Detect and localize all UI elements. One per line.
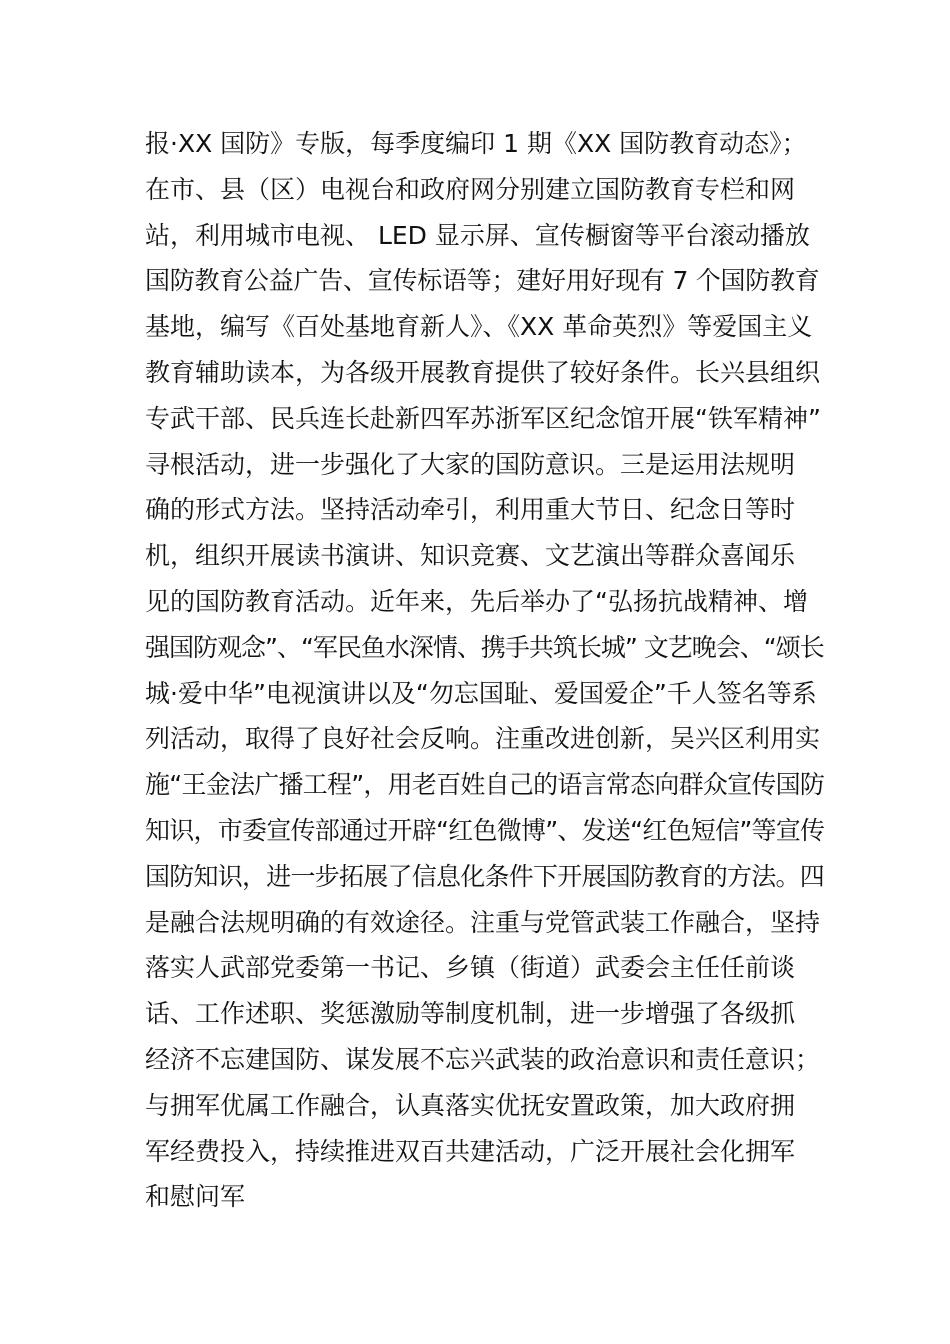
- text-line: 确的形式方法。坚持活动牵引，利用重大节日、纪念日等时: [145, 495, 796, 525]
- text-line: 专武干部、民兵连长赴新四军苏浙军区纪念馆开展“铁军精神”: [145, 403, 821, 433]
- text-line: 经济不忘建国防、谋发展不忘兴武装的政治意识和责任意识；: [145, 1044, 821, 1074]
- text-line: 基地，编写《百处基地育新人》、《XX 革命英烈》等爱国主义: [145, 312, 813, 342]
- text-line: 国防知识，进一步拓展了信息化条件下开展国防教育的方法。四: [145, 861, 825, 891]
- text-line: 是融合法规明确的有效途径。注重与党管武装工作融合，坚持: [145, 907, 821, 937]
- text-line: 军经费投入，持续推进双百共建活动，广泛开展社会化拥军: [145, 1136, 796, 1166]
- text-line: 话、工作述职、奖惩激励等制度机制，进一步增强了各级抓: [145, 999, 796, 1029]
- text-line: 知识，市委宣传部通过开辟“红色微博”、发送“红色短信”等宣传: [145, 815, 825, 845]
- text-line: 报·XX 国防》专版，每季度编印 1 期《XX 国防教育动态》；: [145, 129, 807, 158]
- text-line: 国防教育公益广告、宣传标语等；建好用好现有 7 个国防教育: [145, 266, 820, 296]
- text-line: 在市、县（区）电视台和政府网分别建立国防教育专栏和网: [145, 174, 796, 204]
- text-line: 强国防观念”、“军民鱼水深情、携手共筑长城” 文艺晚会、“颂长: [145, 632, 824, 662]
- text-line: 见的国防教育活动。近年来，先后举办了“弘扬抗战精神、增: [145, 586, 808, 616]
- text-line: 站，利用城市电视、 LED 显示屏、宣传橱窗等平台滚动播放: [145, 220, 810, 250]
- text-line: 列活动，取得了良好社会反响。注重改进创新，吴兴区利用实: [145, 724, 821, 754]
- text-line: 寻根活动，进一步强化了大家的国防意识。三是运用法规明: [145, 449, 796, 479]
- text-line: 落实人武部党委第一书记、乡镇（街道）武委会主任任前谈: [145, 953, 796, 983]
- text-line: 与拥军优属工作融合，认真落实优抚安置政策，加大政府拥: [145, 1090, 796, 1120]
- text-line: 教育辅助读本，为各级开展教育提供了较好条件。长兴县组织: [145, 357, 821, 387]
- text-line: 施“王金法广播工程”，用老百姓自己的语言常态向群众宣传国防: [145, 770, 825, 800]
- text-line: 城·爱中华”电视演讲以及“勿忘国耻、爱国爱企”千人签名等系: [145, 678, 817, 708]
- body-paragraph: [145, 121, 825, 1220]
- text-line: 和慰问军: [145, 1182, 246, 1212]
- text-line: 机，组织开展读书演讲、知识竞赛、文艺演出等群众喜闻乐: [145, 541, 796, 571]
